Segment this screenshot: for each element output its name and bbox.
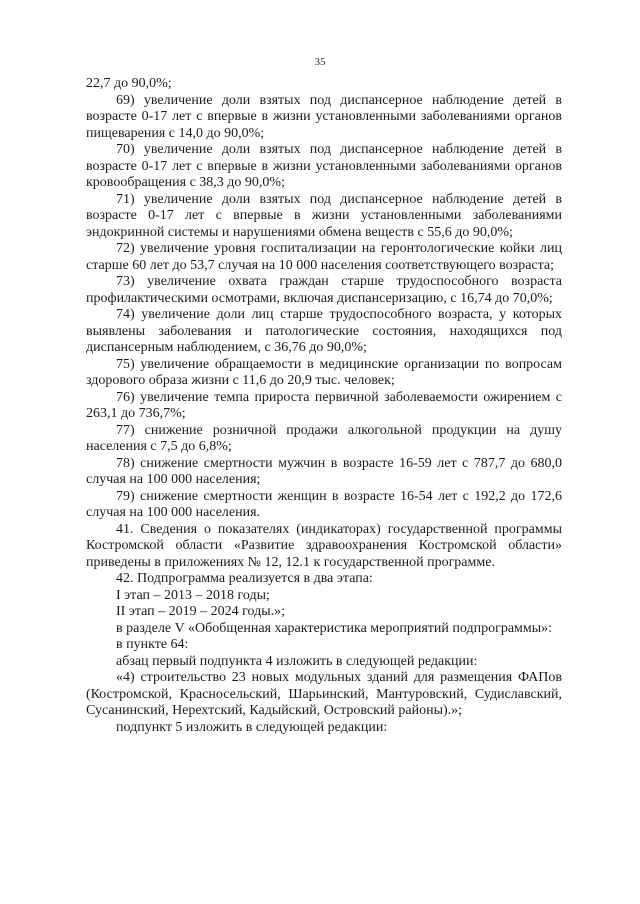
paragraph-item-79: 79) снижение смертности женщин в возрасте 16-54 лет с 192,2 до 172,6 случая на 100 000 населения. [86,488,562,520]
paragraph-subpoint-5-intro: подпункт 5 изложить в следующей редакции: [116,719,388,735]
paragraph-item-75: 75) увеличение обращаемости в медицинские организации по вопросам здорового образа жизни с 11,6 до 20,9 тыс. человек; [86,356,562,388]
paragraph-stage-1: I этап – 2013 – 2018 годы; [116,587,270,603]
paragraph-section-42: 42. Подпрограмма реализуется в два этапа: [116,571,373,586]
paragraph-item-71: 71) увеличение доли взятых под диспансерное наблюдение детей в возрасте 0-17 лет с впервые в жизни установленными заболеваниями эндокринной системы и нарушениями обмена веществ с 55,6 до 90,0%; [86,191,562,240]
paragraph-subpoint-4-text: «4) строительство 23 новых модульных зданий для размещения ФАПов (Костромской, Красносельский, Шарьинский, Мантуровский, Судиславский, Сусанинский, Нерехтский, Кадыйский, Островский районы).»; [86,670,562,718]
paragraph-item-74: 74) увеличение доли лиц старше трудоспособного возраста, у которых выявлены заболевания и патологические состояния, находящихся под диспансерным наблюдением, с 36,76 до 90,0%; [86,307,562,355]
paragraph-item-77: 77) снижение розничной продажи алкогольной продукции на душу населения с 7,5 до 6,8%; [86,422,562,454]
paragraph-section-41: 41. Сведения о показателях (индикаторах) государственной программы Костромской области «Развитие здравоохранения Костромской области» приведены в приложениях № 12, 12.1 к государственной программе. [86,521,562,570]
paragraph-item-69: 69) увеличение доли взятых под диспансерное наблюдение детей в возрасте 0-17 лет с впервые в жизни установленными заболеваниями органов пищеварения с 14,0 до 90,0%; [86,92,562,141]
paragraph-item-70: 70) увеличение доли взятых под диспансерное наблюдение детей в возрасте 0-17 лет с впервые в жизни установленными заболеваниями органов кровообращения с 38,3 до 90,0%; [86,142,562,190]
paragraph-item-72: 72) увеличение уровня госпитализации на геронтологические койки лиц старше 60 лет до 53,7 случая на 10 000 населения соответствующего возраста; [86,241,562,273]
document-body [86,76,562,736]
paragraph-section-v: в разделе V «Обобщенная характеристика мероприятий подпрограммы»: [116,620,553,636]
paragraph-item-78: 78) снижение смертности мужчин в возрасте 16-59 лет с 787,7 до 680,0 случая на 100 000 населения; [86,455,562,487]
paragraph-continuation: 22,7 до 90,0%; [86,76,172,91]
paragraph-stage-2: II этап – 2019 – 2024 годы.»; [116,604,286,619]
paragraph-item-76: 76) увеличение темпа прироста первичной заболеваемости ожирением с 263,1 до 736,7%; [86,389,562,421]
paragraph-point-64: в пункте 64: [116,637,189,652]
page-number: 35 [314,56,326,68]
paragraph-subpoint-4-intro: абзац первый подпункта 4 изложить в следующей редакции: [116,653,478,669]
paragraph-item-73: 73) увеличение охвата граждан старше трудоспособного возраста профилактическими осмотрами, включая диспансеризацию, с 16,74 до 70,0%; [86,274,562,306]
